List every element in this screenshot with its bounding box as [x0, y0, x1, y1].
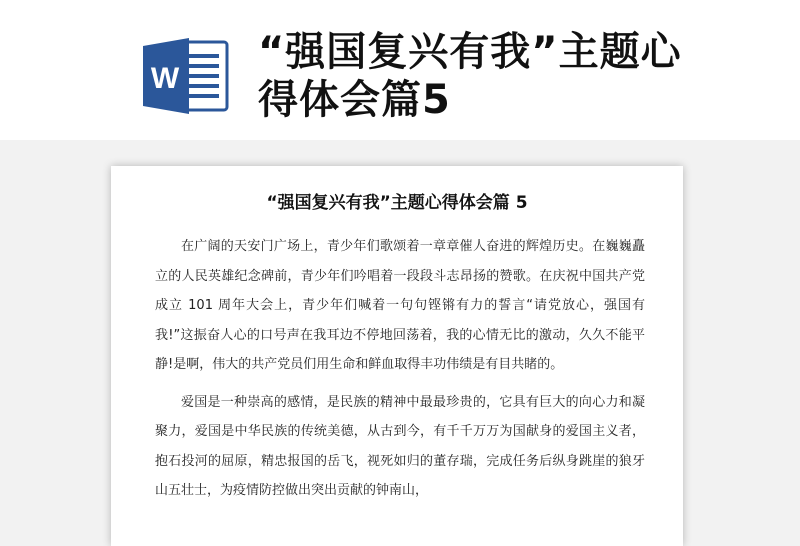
paragraph: 在广阔的天安门广场上，青少年们歌颂着一章章催人奋进的辉煌历史。在巍巍矗立的人民英雄纪念碑前，青少年们吟唱着一段段斗志昂扬的赞歌。在庆祝中国共产党成立 101 周年大会上，青少年们喊着一句句铿锵有力的誓言“请党放心，强国有我!”这振奋人心的口号声在我耳边不停地回荡着，我的心情无比的激动，久久不能平静!是啊，伟大的共产党员们用生命和鲜血取得丰功伟绩是有目共睹的。 [155, 239, 645, 372]
document-title: “强国复兴有我”主题心得体会篇5 [258, 29, 682, 123]
paragraph: 爱国是一种崇高的感情，是民族的精神中最最珍贵的，它具有巨大的向心力和凝聚力，爱国是中华民族的传统美德，从古到今，有千千万万为国献身的爱国主义者，抱石投河的屈原，精忠报国的岳飞，视死如归的董存瑞，完成任务后纵身跳崖的狼牙山五壮士，为疫情防控做出突出贡献的钟南山， [155, 394, 645, 498]
word-document-icon [143, 36, 229, 116]
page-title: “强国复兴有我”主题心得体会篇 5 [266, 193, 528, 213]
document-body [155, 232, 645, 514]
document-page [111, 166, 683, 546]
word-icon-letter: W [150, 62, 180, 95]
header [0, 0, 800, 140]
